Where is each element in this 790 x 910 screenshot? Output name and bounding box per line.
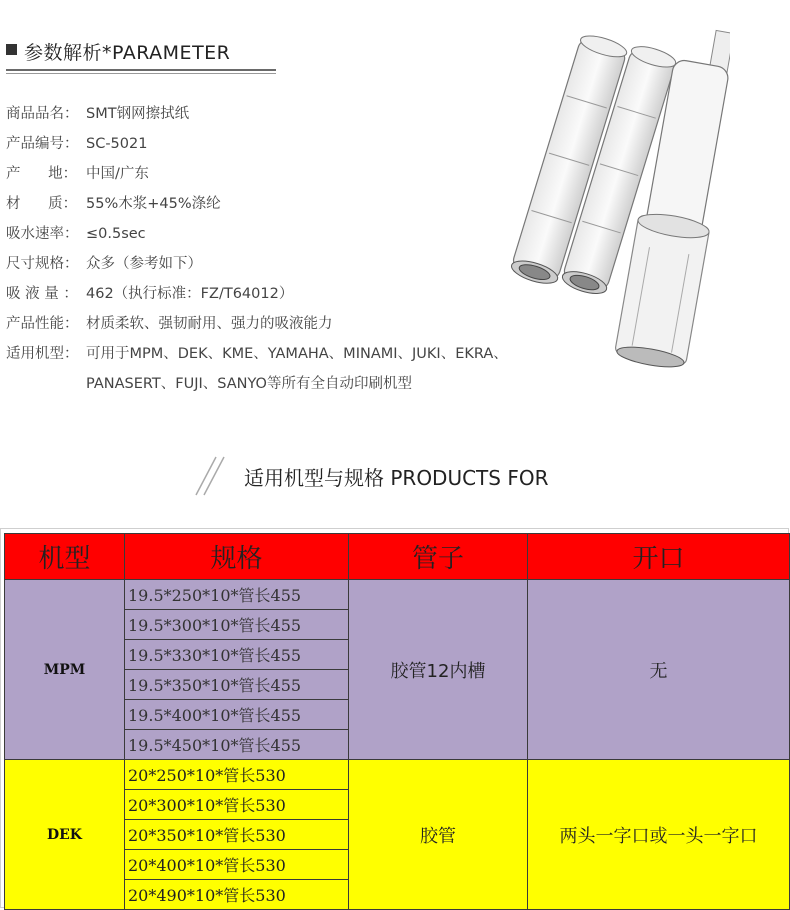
spec-cell: 19.5*330*10*管长455 <box>125 640 349 670</box>
table-row <box>5 760 790 790</box>
spec-cell: 19.5*450*10*管长455 <box>125 730 349 760</box>
model-cell-dek: DEK <box>5 760 125 910</box>
double-slash-icon <box>190 455 230 497</box>
spec-line-material: 材 质： 55%木浆+45%涤纶 <box>6 196 221 212</box>
spec-cell: 19.5*250*10*管长455 <box>125 580 349 610</box>
parameter-heading <box>6 38 276 74</box>
spec-cell: 19.5*400*10*管长455 <box>125 700 349 730</box>
spec-line-size: 尺寸规格： 众多（参考如下） <box>6 256 202 272</box>
heading-underline-thin <box>6 73 276 74</box>
spec-cell: 20*300*10*管长530 <box>125 790 349 820</box>
opening-cell-mpm: 无 <box>528 580 790 760</box>
header-spec: 规格 <box>125 534 349 580</box>
tube-cell-dek: 胶管 <box>349 760 528 910</box>
spec-cell: 20*250*10*管长530 <box>125 760 349 790</box>
header-opening: 开口 <box>528 534 790 580</box>
tube-cell-mpm: 胶管12内槽 <box>349 580 528 760</box>
square-bullet-icon <box>6 44 17 55</box>
spec-line-performance: 产品性能： 材质柔软、强韧耐用、强力的吸液能力 <box>6 316 333 332</box>
table-header-row <box>5 534 790 580</box>
products-for-title: 适用机型与规格 PRODUCTS FOR <box>244 466 549 490</box>
header-model: 机型 <box>5 534 125 580</box>
parameter-heading-text: 参数解析*PARAMETER <box>24 42 231 64</box>
spec-line-code: 产品编号： SC-5021 <box>6 136 148 152</box>
spec-line-name: 商品品名： SMT钢网擦拭纸 <box>6 106 190 122</box>
spec-line-origin: 产 地： 中国/广东 <box>6 166 149 182</box>
spec-cell: 19.5*350*10*管长455 <box>125 670 349 700</box>
wiper-roll-illustration <box>490 20 730 380</box>
model-cell-mpm: MPM <box>5 580 125 760</box>
heading-underline <box>6 69 276 71</box>
spec-line-models: 适用机型： 可用于MPM、DEK、KME、YAMAHA、MINAMI、JUKI、EKRA、 <box>6 346 508 362</box>
spec-line-absorb-rate: 吸水速率： ≤0.5sec <box>6 226 146 242</box>
model-spec-table <box>4 533 790 910</box>
opening-cell-dek: 两头一字口或一头一字口 <box>528 760 790 910</box>
spec-line-models-cont: PANASERT、FUJI、SANYO等所有全自动印刷机型 <box>86 376 412 392</box>
spec-cell: 19.5*300*10*管长455 <box>125 610 349 640</box>
spec-cell: 20*350*10*管长530 <box>125 820 349 850</box>
spec-cell: 20*400*10*管长530 <box>125 850 349 880</box>
spec-line-absorb-volume: 吸 液 量 ： 462（执行标准：FZ/T64012） <box>6 286 294 302</box>
header-tube: 管子 <box>349 534 528 580</box>
table-row <box>5 580 790 610</box>
spec-cell: 20*490*10*管长530 <box>125 880 349 910</box>
